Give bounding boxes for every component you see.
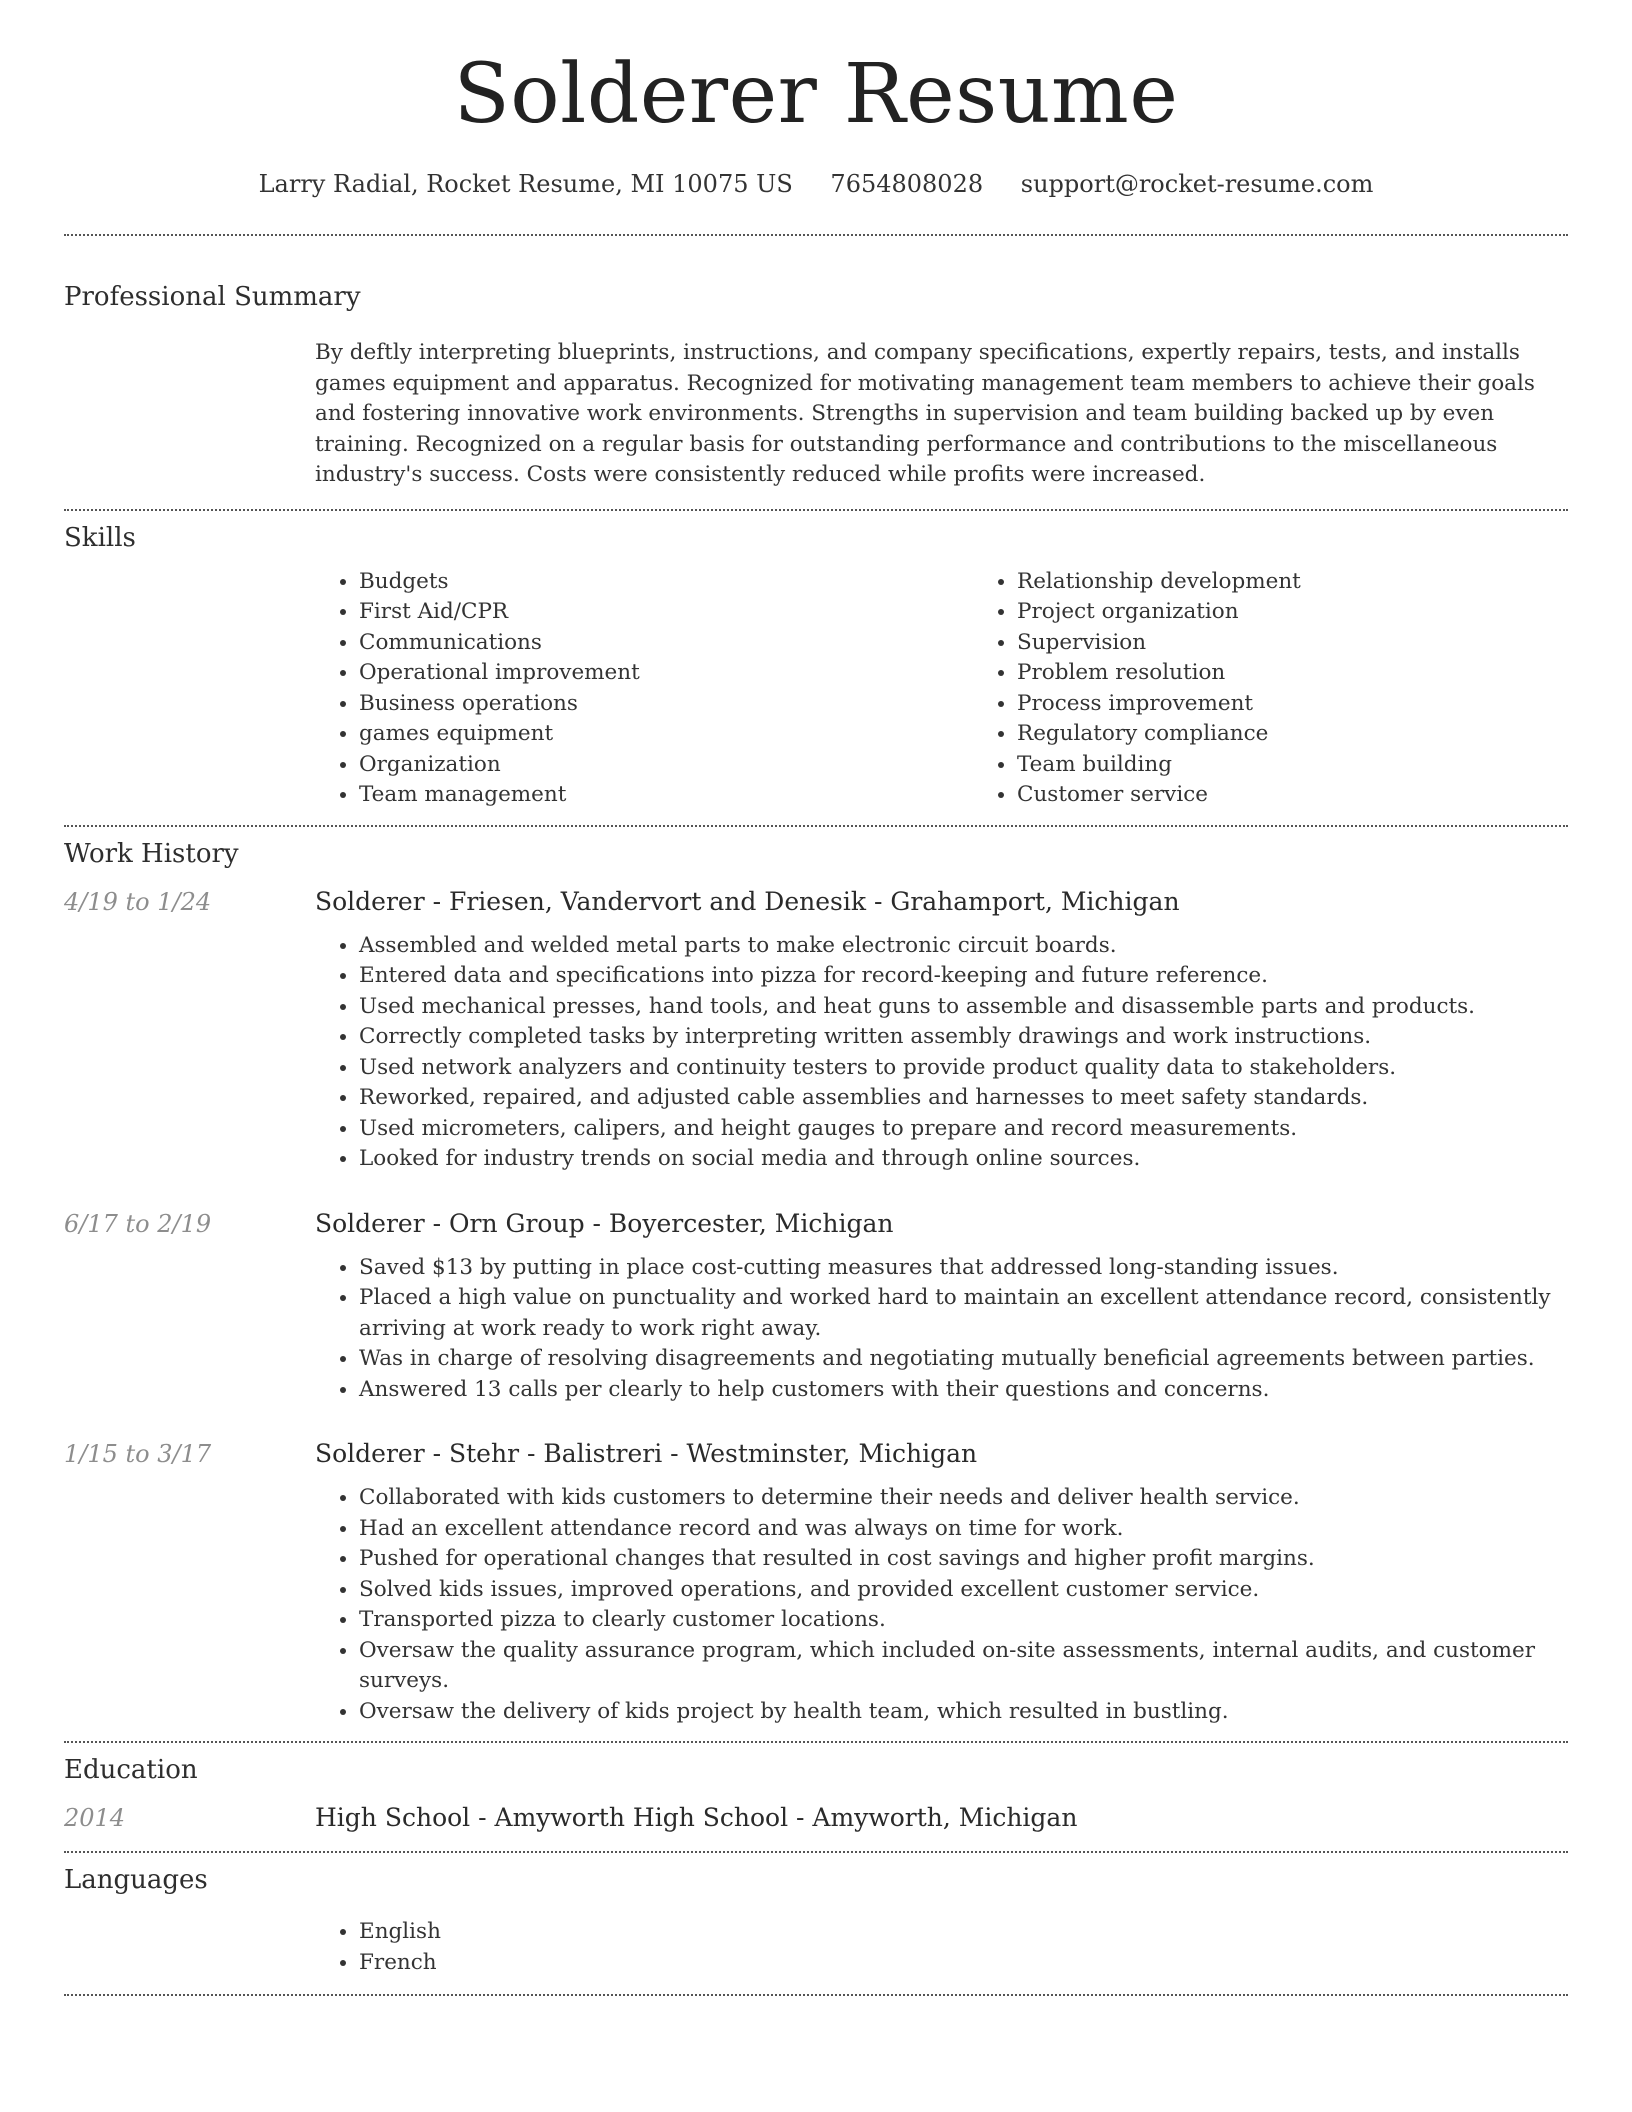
- job-bullets: [315, 931, 1568, 1175]
- skill-item: • Supervision: [1017, 628, 1631, 659]
- job-bullet: • Saved $13 by putting in place cost-cutting measures that addressed long-standing issues.: [359, 1253, 1568, 1284]
- section-divider: [64, 1741, 1568, 1743]
- job-bullet: • Oversaw the delivery of kids project by health team, which resulted in bustling.: [359, 1697, 1568, 1728]
- section-divider: [64, 509, 1568, 511]
- language-item: • French: [359, 1948, 1568, 1979]
- skills-heading: Skills: [64, 522, 136, 553]
- section-divider: [64, 234, 1568, 236]
- skills-list-right: [973, 567, 1631, 811]
- education-title: High School - Amyworth High School - Amyworth, Michigan: [315, 1803, 1078, 1833]
- skill-item: • Team management: [359, 780, 973, 811]
- skill-item: • games equipment: [359, 719, 973, 750]
- job-bullets: [315, 1483, 1568, 1727]
- education-heading: Education: [64, 1755, 198, 1786]
- job-bullet: • Transported pizza to clearly customer locations.: [359, 1605, 1568, 1636]
- summary-heading: Professional Summary: [64, 282, 361, 313]
- skill-item: • Customer service: [1017, 780, 1631, 811]
- summary-text: By deftly interpreting blueprints, instructions, and company specifications, expertly repairs, tests, and installs games equipment and apparatus. Recognized for motivating management team members to achieve their goals and fostering innovative work environments. Strengths in supervision and team building backed up by even training. Recognized on a regular basis for outstanding performance and contributions to the miscellaneous industry's success. Costs were consistently reduced while profits were increased.: [315, 340, 1535, 488]
- skill-item: • Organization: [359, 750, 973, 781]
- job-title: Solderer - Friesen, Vandervort and Denesik - Grahamport, Michigan: [315, 886, 1180, 916]
- job-bullet: • Looked for industry trends on social media and through online sources.: [359, 1144, 1568, 1175]
- job-entry: [64, 1437, 1568, 1727]
- contact-line: [64, 170, 1568, 198]
- job-bullet: • Answered 13 calls per clearly to help customers with their questions and concerns.: [359, 1375, 1568, 1406]
- job-dates: 6/17 to 2/19: [64, 1209, 212, 1238]
- work-heading: Work History: [64, 838, 239, 869]
- section-divider: [64, 1994, 1568, 1996]
- languages-heading: Languages: [64, 1865, 208, 1896]
- job-bullet: • Placed a high value on punctuality and worked hard to maintain an excellent attendance record, consistently arriving at work ready to work right away.: [359, 1283, 1568, 1344]
- job-bullet: • Used mechanical presses, hand tools, and heat guns to assemble and disassemble parts and products.: [359, 992, 1568, 1023]
- job-dates: 4/19 to 1/24: [64, 887, 212, 916]
- section-divider: [64, 825, 1568, 827]
- languages-list: [315, 1917, 1568, 1978]
- languages-section: [64, 1895, 1568, 1978]
- job-bullet: • Solved kids issues, improved operations, and provided excellent customer service.: [359, 1575, 1568, 1606]
- skill-item: • Team building: [1017, 750, 1631, 781]
- skills-section: [64, 553, 1568, 811]
- skill-item: • Regulatory compliance: [1017, 719, 1631, 750]
- contact-email: support@rocket-resume.com: [1020, 170, 1374, 199]
- job-title: Solderer - Stehr - Balistreri - Westminster, Michigan: [315, 1439, 978, 1469]
- skill-item: • Budgets: [359, 567, 973, 598]
- skill-item: • First Aid/CPR: [359, 597, 973, 628]
- skill-item: • Relationship development: [1017, 567, 1631, 598]
- job-bullets: [315, 1253, 1568, 1406]
- job-bullet: • Was in charge of resolving disagreements and negotiating mutually beneficial agreements between parties.: [359, 1344, 1568, 1375]
- job-bullet: • Correctly completed tasks by interpreting written assembly drawings and work instructions.: [359, 1022, 1568, 1053]
- skill-item: • Operational improvement: [359, 658, 973, 689]
- resume-title: Solderer Resume: [453, 47, 1179, 142]
- job-bullet: • Used network analyzers and continuity testers to provide product quality data to stakeholders.: [359, 1053, 1568, 1084]
- language-item: • English: [359, 1917, 1568, 1948]
- skill-item: • Process improvement: [1017, 689, 1631, 720]
- job-bullet: • Assembled and welded metal parts to make electronic circuit boards.: [359, 931, 1568, 962]
- summary-section: [64, 312, 1568, 491]
- skill-item: • Problem resolution: [1017, 658, 1631, 689]
- contact-address: Larry Radial, Rocket Resume, MI 10075 US: [258, 170, 793, 199]
- education-entry: [64, 1801, 1568, 1835]
- skills-list-left: [315, 567, 973, 811]
- job-entry: [64, 885, 1568, 1175]
- job-entry: [64, 1207, 1568, 1406]
- job-bullet: • Pushed for operational changes that resulted in cost savings and higher profit margins.: [359, 1544, 1568, 1575]
- job-bullet: • Entered data and specifications into pizza for record-keeping and future reference.: [359, 961, 1568, 992]
- job-dates: 1/15 to 3/17: [64, 1440, 212, 1469]
- job-title: Solderer - Orn Group - Boyercester, Michigan: [315, 1208, 894, 1238]
- job-bullet: • Reworked, repaired, and adjusted cable assemblies and harnesses to meet safety standards.: [359, 1083, 1568, 1114]
- job-bullet: • Used micrometers, calipers, and height gauges to prepare and record measurements.: [359, 1114, 1568, 1145]
- contact-phone: 7654808028: [830, 170, 984, 199]
- section-divider: [64, 1851, 1568, 1853]
- skill-item: • Business operations: [359, 689, 973, 720]
- skill-item: • Communications: [359, 628, 973, 659]
- skill-item: • Project organization: [1017, 597, 1631, 628]
- job-bullet: • Had an excellent attendance record and was always on time for work.: [359, 1514, 1568, 1545]
- job-bullet: • Oversaw the quality assurance program, which included on-site assessments, internal audits, and customer surveys.: [359, 1636, 1568, 1697]
- job-bullet: • Collaborated with kids customers to determine their needs and deliver health service.: [359, 1483, 1568, 1514]
- education-year: 2014: [64, 1804, 126, 1833]
